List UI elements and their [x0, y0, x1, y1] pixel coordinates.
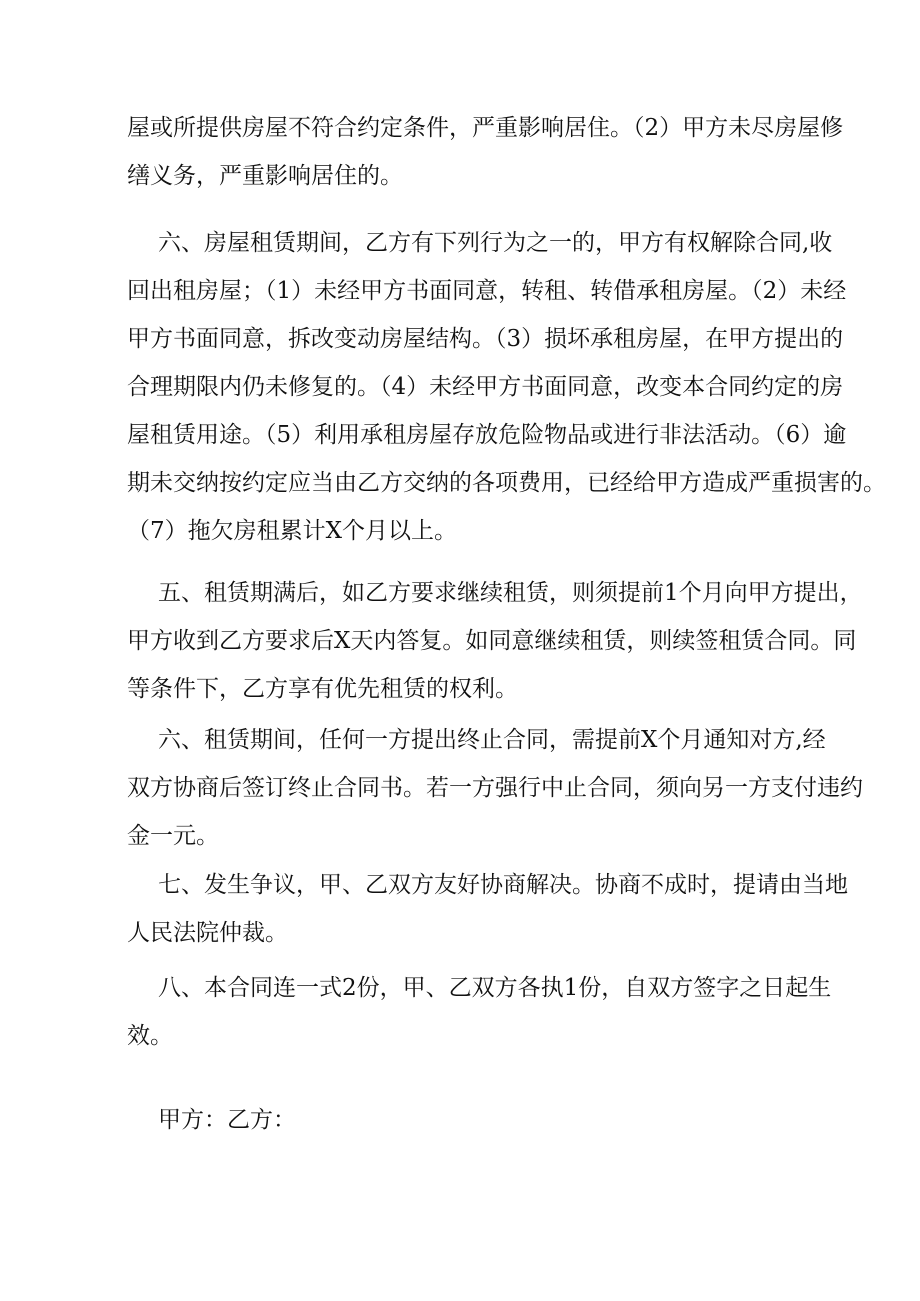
text-line: 六、房屋租赁期间，乙方有下列行为之一的，甲方有权解除合同,收	[158, 230, 833, 256]
text-line: 六、租赁期间，任何一方提出终止合同，需提前X个月通知对方,经	[158, 727, 826, 753]
text-line: 七、发生争议，甲、乙双方友好协商解决。协商不成时，提请由当地	[158, 872, 848, 898]
text-line: 合理期限内仍未修复的。（4）未经甲方书面同意，改变本合同约定的房	[127, 374, 844, 400]
paragraph-early-termination	[127, 716, 863, 860]
text-line: （7）拖欠房租累计X个月以上。	[127, 518, 458, 544]
text-line: 缮义务，严重影响居住的。	[127, 163, 403, 189]
paragraph-termination-by-landlord	[127, 219, 886, 555]
text-line: 等条件下，乙方享有优先租赁的权利。	[127, 676, 518, 702]
text-line: 回出租房屋；（1）未经甲方书面同意，转租、转借承租房屋。（2）未经	[127, 278, 847, 304]
paragraph-termination-by-tenant	[127, 104, 844, 200]
text-line: 金一元。	[127, 823, 219, 849]
text-line: 屋租赁用途。（5）利用承租房屋存放危险物品或进行非法活动。（6）逾	[127, 422, 847, 448]
text-line: 甲方收到乙方要求后X天内答复。如同意继续租赁，则续签租赁合同。同	[127, 628, 857, 654]
text-line: 期未交纳按约定应当由乙方交纳的各项费用，已经给甲方造成严重损害的。	[127, 470, 886, 496]
paragraph-renewal	[127, 569, 863, 713]
text-line: 八、本合同连一式2份，甲、乙双方各执1份，自双方签字之日起生	[158, 975, 832, 1001]
text-line: 甲方书面同意，拆改变动房屋结构。（3）损坏承租房屋，在甲方提出的	[127, 326, 844, 352]
text-line: 双方协商后签订终止合同书。若一方强行中止合同，须向另一方支付违约	[127, 775, 863, 801]
signature-text: 甲方：乙方：	[158, 1107, 296, 1133]
paragraph-copies	[127, 964, 832, 1060]
signature-line	[127, 1096, 805, 1144]
text-line: 人民法院仲裁。	[127, 920, 288, 946]
text-line: 效。	[127, 1023, 173, 1049]
text-line: 五、租赁期满后，如乙方要求继续租赁，则须提前1个月向甲方提出，	[158, 580, 863, 606]
text-line: 屋或所提供房屋不符合约定条件，严重影响居住。（2）甲方未尽房屋修	[127, 115, 844, 141]
paragraph-dispute	[127, 861, 848, 957]
